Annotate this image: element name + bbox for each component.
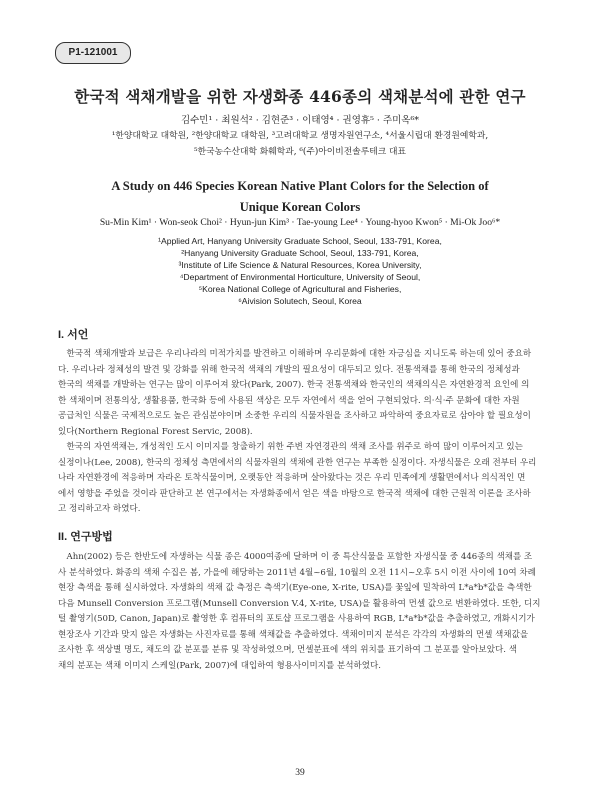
- english-affiliation-line: ³Institute of Life Science & Natural Resources, Korea University,: [178, 260, 422, 270]
- text-line: 있다(Northern Regional Forest Servic, 2008).: [58, 426, 253, 437]
- text-line: 채의 분포는 색채 이미지 스케일(Park, 2007)에 대입하여 형용사이미지를 분석하였다.: [58, 660, 382, 671]
- korean-affiliation-line: ⁵한국농수산대학 화훼학과, ⁶(주)아이비전솔루테크 대표: [193, 147, 407, 157]
- text-line: 현장 측색을 통해 실시하였다. 자생화의 색채 값 측정은 측색기(Eye-one, X-rite, USA)를 꽃잎에 밀착하여 L*a*b*값을 측색한: [58, 583, 532, 593]
- text-line: 한 색채이며 전통의상, 생활용품, 한국화 등에 사용된 색상은 모두 자연에서 색을 얻어 구현되었다. 의·식·주 문화에 대한 자원: [58, 395, 520, 406]
- text-line: 공급처인 식물은 국제적으로도 높은 관심분야이며 소중한 우리의 식물자원을 조사하고 파악하여 중요자료로 삼아야 할 필요성이: [58, 411, 531, 421]
- korean-authors: 김수민¹ · 최원석² · 김현준³ · 이태영⁴ · 권영휴⁵ · 주미옥⁶*: [180, 115, 420, 126]
- text-line: 한국의 자연색채는, 개성적인 도시 이미지를 창출하기 위한 주변 자연경관의 색채 조사를 위주로 하여 많이 이루어지고 있는: [58, 442, 523, 452]
- english-title-line: Unique Korean Colors: [239, 200, 361, 214]
- text-line: 한국적 색채개발과 보급은 우리나라의 미적가치를 발견하고 이해하며 우리문화에 대한 자긍심을 지니도록 하는데 있어 중요하: [58, 349, 532, 359]
- english-affiliation-line: ⁵Korea National College of Agricultural and Fisheries,: [198, 284, 402, 294]
- text-line: Ahn(2002) 등은 한반도에 자생하는 식물 종은 4000여종에 달하며 이 중 특산식물을 포함한 자생식물 중 446종의 색채를 조: [58, 552, 533, 562]
- text-line: 조사한 후 색상별 명도, 채도의 값 분포를 분류 및 작성하였으며, 먼셀분표에 색의 위치를 표기하여 그 분포를 알아보았다. 색: [58, 645, 517, 655]
- korean-affiliation-line: ¹한양대학교 대학원, ²한양대학교 대학원, ³고려대학교 생명자원연구소, ⁴서울시립대 환경원예학과,: [111, 131, 489, 141]
- text-line: 털 촬영기(50D, Canon, Japan)로 촬영한 후 컴퓨터의 포토샵 프로그램을 사용하여 RGB, L*a*b*값을 추출하였고, 개화시기가: [58, 614, 535, 624]
- english-title-line: A Study on 446 Species Korean Native Plant Colors for the Selection of: [111, 179, 489, 193]
- text-line: 사 분석하였다. 화종의 색채 수집은 봄, 가을에 해당하는 2011년 4월~6월, 10월의 오전 11시~오후 5시 이전 사이에 10여 차례: [58, 567, 536, 578]
- intro-paragraph-2: [58, 440, 544, 518]
- text-line: 다음 Munsell Conversion 프로그램(Munsell Conversion V.4, X-rite, USA)을 활용하여 먼셀 값으로 변환하였다. 또한, 디지: [58, 598, 541, 609]
- korean-title: 한국적 색채개발을 위한 자생화종 446종의 색채분석에 관한 연구: [74, 87, 526, 106]
- text-line: 실정이나(Lee, 2008), 한국의 정체성 측면에서의 식물자원의 색채에 관한 연구는 부족한 실정이다. 자생식물은 오래 전부터 우리: [58, 457, 537, 468]
- paper-id-badge: P1-121001: [55, 42, 131, 64]
- section-heading-intro: I. 서언: [58, 329, 89, 341]
- text-line: 현장조사 기간과 맞지 않은 자생화는 사진자료를 통해 색채값을 추출하였다. 색채이미지 분석은 각각의 자생화의 먼셀 색채값을: [58, 629, 529, 640]
- english-title: [0, 176, 600, 218]
- text-line: 다. 우리나라 정체성의 발견 및 강화를 위해 한국적 색채의 개발의 필요성이 대두되고 있다. 전통색채를 통해 한국의 정체성과: [58, 364, 520, 375]
- english-affiliation-line: ⁴Department of Environmental Horticulture, University of Seoul,: [179, 272, 421, 282]
- text-line: 에서 영향을 주었을 것이라 판단하고 본 연구에서는 자생화종에서 얻은 색을 바탕으로 한국적 색채에 대한 근원적 이론을 조사하: [58, 488, 531, 499]
- methods-paragraph: [58, 550, 544, 674]
- english-affiliation-line: ²Hanyang University Graduate School, Seoul, 133-791, Korea,: [181, 248, 419, 258]
- section-heading-methods: II. 연구방법: [58, 531, 113, 543]
- text-line: 고 정리하고자 하였다.: [58, 504, 141, 514]
- text-line: 한국의 색채를 개발하는 연구는 많이 이루어져 왔다(Park, 2007). 한국 전통색채와 한국인의 색채의식은 자연환경적 요인에 의: [58, 380, 530, 390]
- english-affiliation-line: ¹Applied Art, Hanyang University Graduate School, Seoul, 133-791, Korea,: [158, 236, 442, 246]
- text-line: 나라 자연환경에 적응하며 자라온 토착식물이며, 오랫동안 적응하며 살아왔다는 것은 우리 민족에게 생활면에서나 의식적인 면: [58, 473, 526, 483]
- english-affiliation-line: ⁶Aivision Solutech, Seoul, Korea: [238, 296, 362, 306]
- english-authors: Su-Min Kim¹ · Won-seok Choi² · Hyun-jun Kim³ · Tae-young Lee⁴ · Young-hyoo Kwon⁵ · Mi-Ok Joo⁶*: [99, 217, 501, 228]
- page-number: 39: [295, 768, 305, 778]
- intro-paragraph-1: [58, 347, 544, 440]
